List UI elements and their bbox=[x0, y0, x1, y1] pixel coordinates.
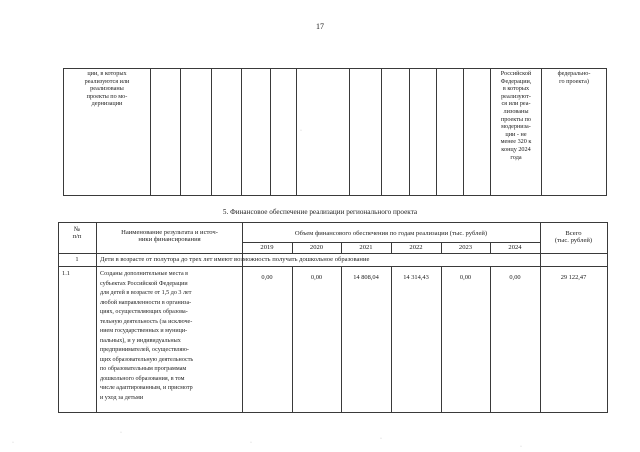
fin-table-col-line bbox=[96, 222, 97, 413]
top-table-cell-description: ции, в которых реализуются или реализованы проекты по мо- дернизации bbox=[84, 70, 130, 108]
fin-table-border-top bbox=[58, 222, 608, 223]
scan-speck: · bbox=[380, 436, 382, 442]
row-value: 14 314,43 bbox=[403, 274, 429, 281]
scan-speck: · bbox=[120, 430, 122, 436]
header-volume: Объем финансового обеспечения по годам реализации (тыс. рублей) bbox=[294, 230, 488, 237]
header-year: 2024 bbox=[508, 244, 522, 251]
header-total: Всего (тыс. рублей) bbox=[554, 230, 593, 245]
fin-table-year-line bbox=[341, 266, 342, 413]
row-value: 14 808,04 bbox=[353, 274, 379, 281]
scan-speck: · bbox=[250, 440, 252, 446]
fin-table-border-bottom bbox=[58, 412, 608, 413]
fin-table-year-line bbox=[292, 266, 293, 413]
row-value: 0,00 bbox=[261, 274, 273, 281]
header-year: 2020 bbox=[309, 244, 324, 251]
group-row-text: Дети в возрасте от полутора до трех лет имеют возможность получать дошкольное образование bbox=[100, 256, 370, 263]
header-year: 2019 bbox=[260, 244, 274, 251]
group-row-num: 1 bbox=[75, 256, 79, 263]
header-year: 2021 bbox=[359, 244, 373, 251]
fin-table-header-bottom bbox=[58, 253, 608, 254]
fin-table-col-line bbox=[607, 222, 608, 413]
row-name: Созданы дополнительные места в субъектах Российской Федерации для детей в возрасте от 1,5 до 3 лет любой направленности в организа- циях, осуществляющих образова- тельную деятельность (за исключе- нием государственных и муници- пальных), и у индивидуальных предпринимателей, осуществляю- щих образовательную деятельность по образовательным программам дошкольного образования, в том числе адаптированным, и присмотр и уход за детьми bbox=[100, 271, 194, 401]
fin-table-col-line bbox=[58, 222, 59, 413]
row-value: 0,00 bbox=[459, 274, 472, 281]
row-value: 0,00 bbox=[509, 274, 521, 281]
fin-table-year-line bbox=[441, 266, 442, 413]
row-num: 1.1 bbox=[62, 270, 70, 277]
header-name: Наименование результата и источ- ники финансирования bbox=[121, 229, 218, 244]
scan-speck: · bbox=[520, 444, 522, 450]
fin-table-year-line bbox=[391, 266, 392, 413]
page-number: 17 bbox=[316, 22, 324, 31]
header-year: 2022 bbox=[409, 244, 423, 251]
row-value: 0,00 bbox=[310, 274, 323, 281]
row-total: 29 122,47 bbox=[560, 274, 587, 281]
section-title: 5. Финансовое обеспечение реализации регионального проекта bbox=[222, 208, 418, 216]
header-num: № п/п bbox=[72, 226, 82, 241]
fin-table-year-line bbox=[490, 266, 491, 413]
fin-table-group-bottom bbox=[58, 266, 608, 267]
fin-table-col-line bbox=[540, 222, 541, 413]
top-table-cell-target: Российской Федерации, в которых реализуют- ся или реа- лизованы проекты по модерниза- ции - не менее 320 к концу 2024 года bbox=[500, 70, 532, 161]
top-table-cell-source: федерально- го проекта) bbox=[557, 70, 591, 85]
scan-speck: · bbox=[300, 128, 302, 134]
scan-speck: · bbox=[12, 440, 14, 446]
header-year: 2023 bbox=[458, 244, 473, 251]
